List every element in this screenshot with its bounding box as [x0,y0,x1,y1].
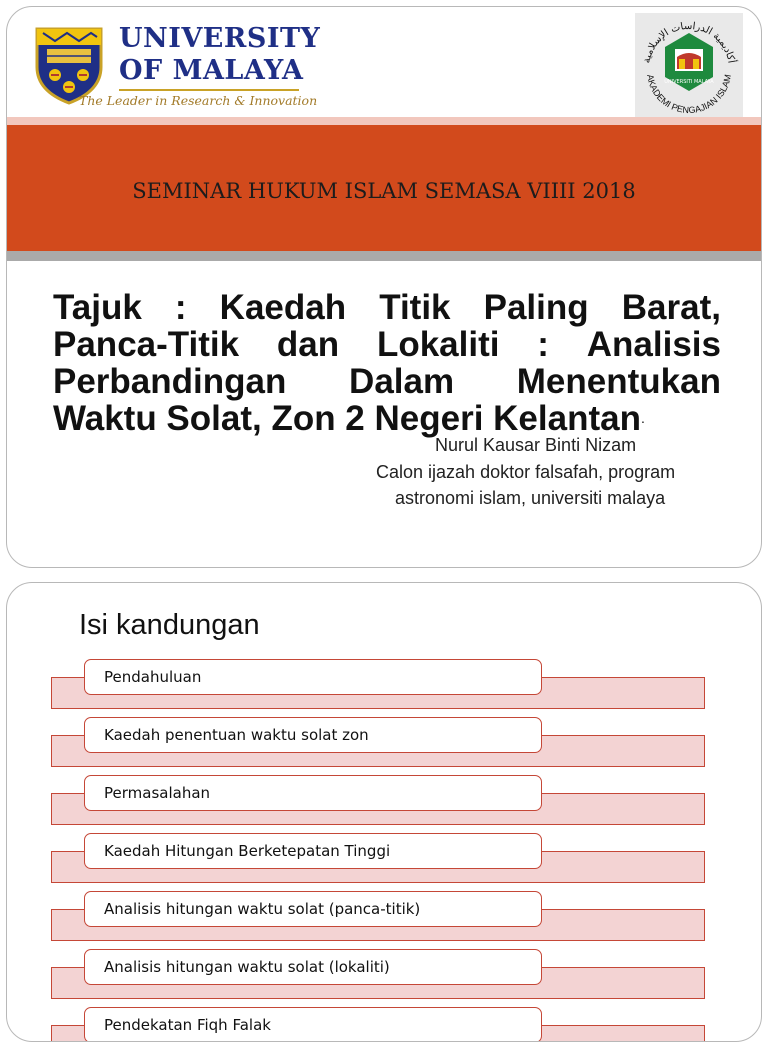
title-word: Titik [379,288,451,327]
contents-slide [6,582,762,1042]
svg-text:AKADEMI PENGAJIAN ISLAM: AKADEMI PENGAJIAN ISLAM [645,73,733,116]
title-word: Lokaliti [376,325,500,364]
university-name-line1: UNIVERSITY [119,23,321,54]
toc-item [7,891,761,951]
toc-item-box [84,891,542,927]
title-word: Perbandingan [53,362,287,401]
university-tagline: The Leader in Research & Innovation [79,93,318,108]
title-word: : [174,288,187,327]
seminar-title: SEMINAR HUKUM ISLAM SEMASA VIIII 2018 [132,179,636,203]
title-slide [6,6,762,568]
title-line-last [53,400,721,437]
banner-bottom-stripe [7,251,761,261]
title-word: Menentukan [516,362,721,401]
author-role-line1: Calon ijazah doktor falsafah, program [376,462,676,482]
presentation-title [53,289,721,437]
toc-item-box [84,1007,542,1042]
academy-islamic-studies-logo [635,13,743,121]
title-word: : [537,325,549,364]
toc-item [7,1007,761,1042]
title-word: Analisis [586,325,721,364]
title-word: Panca-Titik [53,325,240,364]
svg-text:أكاديمية الدراسات الإسلامية: أكاديمية الدراسات الإسلامية [641,20,737,65]
title-end-mark: . [640,410,645,426]
title-word: Dalam [349,362,455,401]
svg-text:UNIVERSITI MALAYA: UNIVERSITI MALAYA [664,79,714,85]
author-role-line2: astronomi islam, universiti malaya [395,488,666,508]
toc-item-box [84,717,542,753]
author-name: Nurul Kausar Binti Nizam [435,435,637,455]
toc-item-box [84,833,542,869]
toc-item-box [84,949,542,985]
toc-item-box [84,659,542,695]
toc-item-label: Permasalahan [104,784,211,802]
toc-item [7,659,761,719]
academy-emblem-icon [635,13,743,121]
toc-item-label: Pendekatan Fiqh Falak [104,1016,271,1034]
toc-item-label: Pendahuluan [104,668,202,686]
toc-item-label: Kaedah Hitungan Berketepatan Tinggi [104,842,391,860]
banner-top-stripe [7,117,761,125]
logo-divider [119,89,299,91]
toc-item [7,717,761,777]
title-word: Paling [483,288,589,327]
toc-item [7,949,761,1009]
toc-item-label: Kaedah penentuan waktu solat zon [104,726,369,744]
title-word: dan [276,325,340,364]
title-line [53,289,721,326]
university-name-line2: OF MALAYA [119,55,304,86]
toc-heading: Isi kandungan [79,609,260,641]
title-word: Barat, [621,288,721,327]
title-word: Tajuk [53,288,142,327]
title-line [53,326,721,363]
toc-item [7,775,761,835]
toc-item-label: Analisis hitungan waktu solat (lokaliti) [104,958,390,976]
toc-item-box [84,775,542,811]
title-line-text: Waktu Solat, Zon 2 Negeri Kelantan [53,399,641,438]
title-line [53,363,721,400]
toc-item [7,833,761,893]
university-malaya-logo [27,21,321,113]
toc-item-label: Analisis hitungan waktu solat (panca-titik) [104,900,421,918]
title-word: Kaedah [219,288,347,327]
